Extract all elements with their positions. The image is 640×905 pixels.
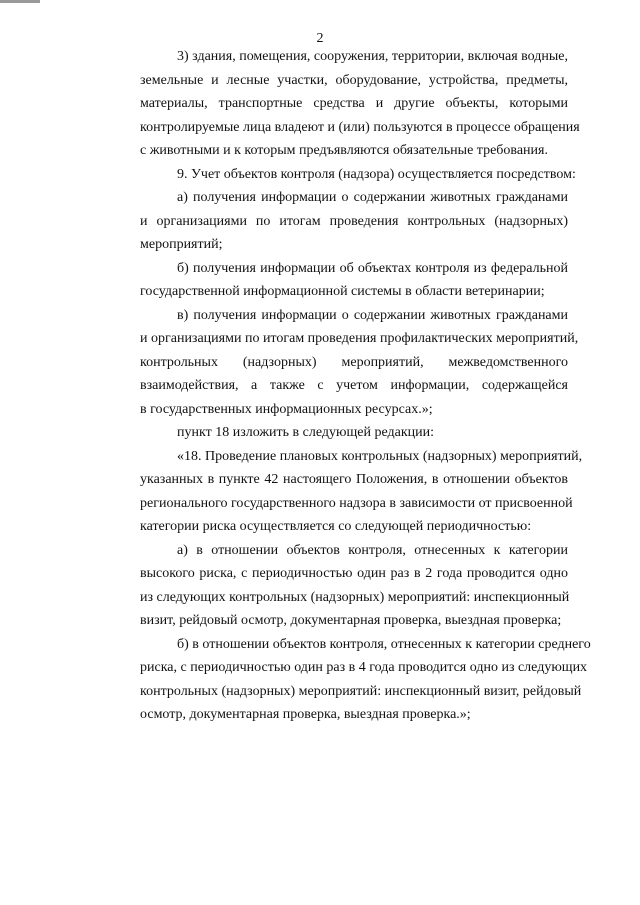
paragraph-amend-item-18 — [103, 421, 568, 445]
text-line: и организациями по итогам проведения контрольных (надзорных) — [140, 213, 568, 229]
text-line: с животными и к которым предъявляются обязательные требования. — [140, 143, 548, 158]
text-line: пункт 18 изложить в следующей редакции: — [177, 425, 434, 440]
text-line: а) получения информации о содержании животных гражданами — [177, 190, 568, 205]
text-line: риска, с периодичностью один раз в 4 года проводится одно из следующих — [140, 660, 588, 675]
text-line: государственной информационной системы в области ветеринарии; — [140, 284, 545, 299]
text-line: осмотр, документарная проверка, выездная проверка.»; — [140, 707, 471, 722]
page-number: 2 — [316, 31, 324, 46]
text-line: земельные и лесные участки, оборудование, устройства, предметы, — [140, 72, 568, 88]
document-body — [103, 45, 591, 727]
text-line: а) в отношении объектов контроля, отнесенных к категории — [177, 542, 568, 558]
text-line: в государственных информационных ресурсах.»; — [140, 401, 433, 417]
text-line: «18. Проведение плановых контрольных (надзорных) мероприятий, — [177, 448, 583, 464]
text-line: высокого риска, с периодичностью один раз в 2 года проводится одно — [140, 566, 568, 581]
paragraph-buildings — [103, 45, 580, 163]
text-line: контрольных (надзорных) мероприятий: инспекционный визит, рейдовый — [140, 683, 582, 699]
paragraph-item-18b — [103, 633, 591, 727]
text-line: мероприятий; — [140, 237, 223, 252]
paragraph-item-9v — [103, 304, 579, 422]
text-line: 9. Учет объектов контроля (надзора) осуществляется посредством: — [177, 166, 576, 182]
text-line: и организациями по итогам проведения профилактических мероприятий, — [140, 331, 579, 346]
text-line: взаимодействия, а также с учетом информации, содержащейся — [140, 378, 568, 393]
text-line: б) получения информации об объектах контроля из федеральной — [177, 260, 568, 276]
text-line: категории риска осуществляется со следующей периодичностью: — [140, 519, 532, 534]
paragraph-item-9b — [103, 257, 568, 304]
paragraph-item-18a — [103, 539, 568, 633]
text-line: из следующих контрольных (надзорных) мероприятий: инспекционный — [140, 589, 570, 605]
text-line: контрольных (надзорных) мероприятий, межведомственного — [140, 354, 568, 370]
text-line: б) в отношении объектов контроля, отнесенных к категории среднего — [177, 636, 591, 652]
text-line: материалы, транспортные средства и другие объекты, которыми — [140, 96, 568, 111]
paragraph-item-9 — [103, 163, 576, 187]
text-line: указанных в пункте 42 настоящего Положения, в отношении объектов — [140, 472, 568, 487]
paragraph-item-18 — [103, 445, 583, 539]
text-line: регионального государственного надзора в зависимости от присвоенной — [140, 495, 573, 511]
scan-edge-mark — [0, 0, 40, 3]
paragraph-item-9a — [103, 186, 568, 257]
text-line: контролируемые лица владеют и (или) пользуются в процессе обращения — [140, 119, 580, 135]
text-line: в) получения информации о содержании животных гражданами — [177, 307, 568, 323]
text-line: визит, рейдовый осмотр, документарная проверка, выездная проверка; — [140, 613, 562, 628]
text-line: 3) здания, помещения, сооружения, территории, включая водные, — [177, 49, 568, 64]
